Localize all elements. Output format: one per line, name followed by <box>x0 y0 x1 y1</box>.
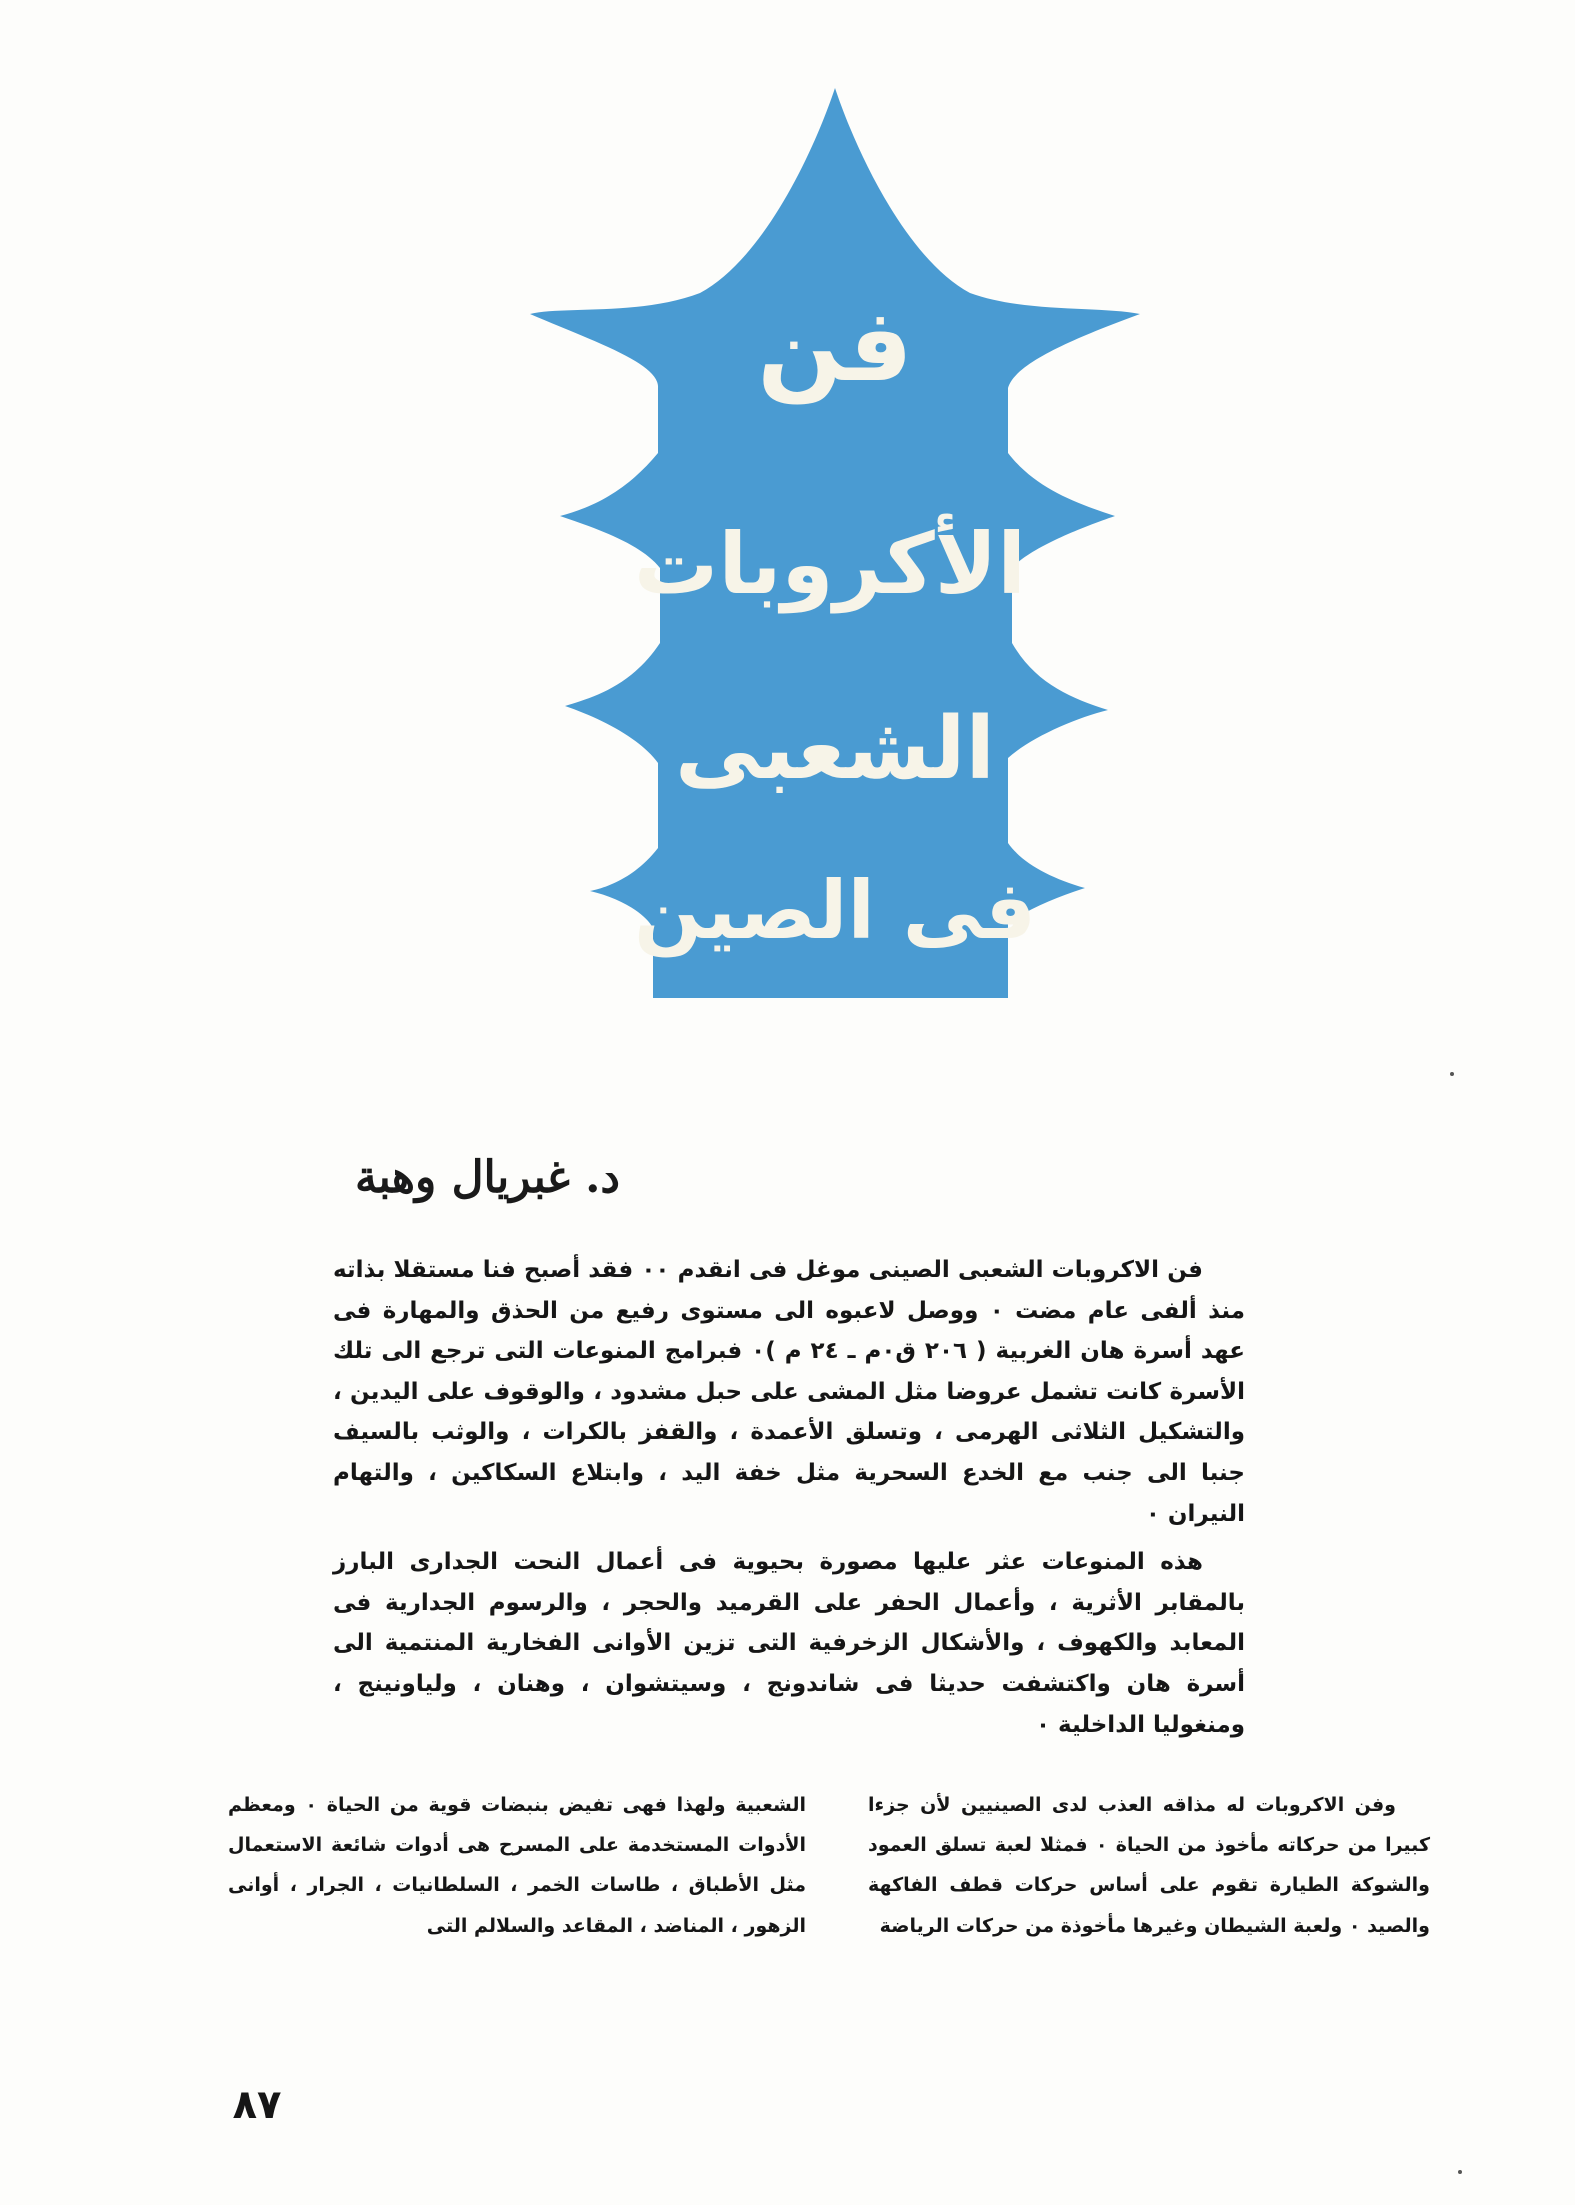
column-paragraph: الشعبية ولهذا فهى تفيض بنبضات قوية من الحياة ٠ ومعظم الأدوات المستخدمة على المسرح هى أدوات شائعة الاستعمال مثل الأطباق ، طاسات الخمر ، السلطانيات ، الجرار ، أوانى الزهور ، المناضد ، المقاعد والسلالم التى <box>228 1794 806 1937</box>
author-name: د. غبريال وهبة <box>354 1152 620 1203</box>
body-column-left <box>228 1785 806 1946</box>
intro-paragraph: فن الاكروبات الشعبى الصينى موغل فى انقدم ٠٠ فقد أصبح فنا مستقلا بذاته منذ ألفى عام مضت ٠ ووصل لاعبوه الى مستوى رفيع من الحذق والمهارة فى عهد أسرة هان الغربية ( ٢٠٦ ق٠م ـ ٢٤ م )٠ فبرامج المنوعات التى ترجع الى تلك الأسرة كانت تشمل عروضا مثل المشى على حبل مشدود ، والوقوف على اليدين ، والتشكيل الثلاثى الهرمى ، وتسلق الأعمدة ، والقفز بالكرات ، والوثب بالسيف جنبا الى جنب مع الخدع السحرية مثل خفة اليد ، وابتلاع السكاكين ، والتهام النيران ٠ <box>333 1257 1246 1527</box>
page-number: ٨٧ <box>232 2082 282 2128</box>
title-line-1: فن <box>757 287 913 404</box>
print-speck <box>1450 1072 1454 1076</box>
body-column-right <box>868 1785 1430 1946</box>
title-pagoda-graphic <box>530 88 1140 998</box>
title-line-2: الأكروبات <box>633 515 1027 613</box>
print-speck <box>1458 2170 1462 2174</box>
title-line-3: الشعبى <box>675 699 995 799</box>
intro-paragraph: هذه المنوعات عثر عليها مصورة بحيوية فى أعمال النحت الجدارى البارز بالمقابر الأثرية ، وأعمال الحفر على القرميد والحجر ، والرسوم الجدارية فى المعابد والكهوف ، والأشكال الزخرفية التى تزين الأوانى الفخارية المنتمية الى أسرة هان واكتشفت حديثا فى شاندونج ، وسيتشوان ، وهنان ، ولياونينج ، ومنغوليا الداخلية ٠ <box>333 1549 1245 1738</box>
intro-text <box>333 1250 1245 1745</box>
column-paragraph: وفن الاكروبات له مذاقه العذب لدى الصينيين لأن جزءا كبيرا من حركاته مأخوذ من الحياة ٠ فمثلا لعبة تسلق العمود والشوكة الطيارة تقوم على أساس حركات قطف الفاكهة والصيد ٠ ولعبة الشيطان وغيرها مأخوذة من حركات الرياضة <box>868 1794 1430 1937</box>
title-line-4: فى الصين <box>633 864 1037 957</box>
